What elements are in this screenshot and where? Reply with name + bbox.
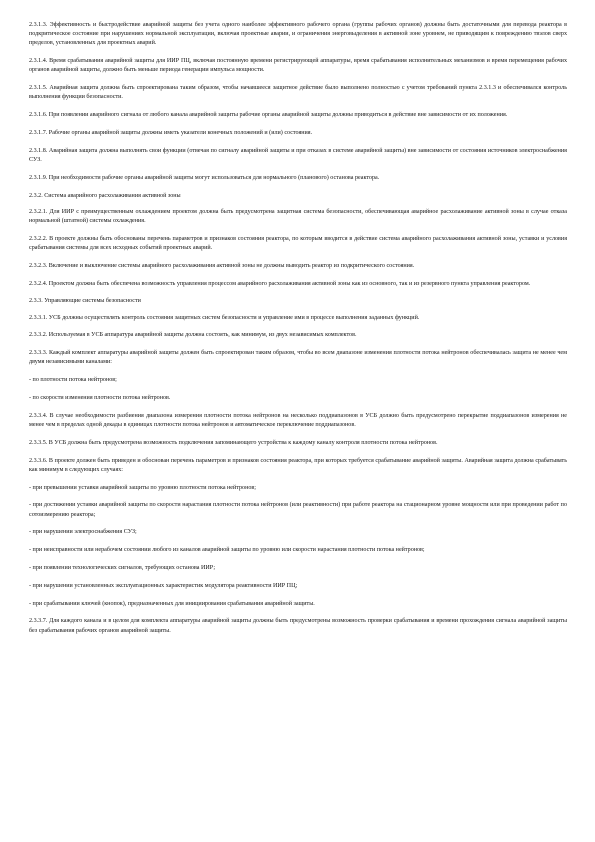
list-item-manual-keys: - при срабатывании ключей (кнопок), предназначенных для инициирования срабатывания аварийной защиты. — [29, 600, 315, 607]
paragraph-2-3-2-4: 2.3.2.4. Проектом должна быть обеспечена возможность управления процессом аварийного расхолаживания активной зоны как из основного, так и из резервного пункта управления реактором. — [29, 280, 531, 287]
paragraph-2-3-2-3: 2.3.2.3. Включение и выключение системы аварийного расхолаживания активной зоны не должны выводить реактор из подкритического состояния. — [29, 262, 415, 269]
list-item-power-supply: - при нарушении электроснабжения СУЗ; — [29, 529, 137, 536]
paragraph-2-3-3-5: 2.3.3.5. В УСБ должна быть предусмотрена возможность подключения запоминающего устройства к каждому каналу контроля плотности потока нейтронов. — [29, 439, 438, 446]
list-item-level-setpoint: - при превышении уставки аварийной защиты по уровню плотности потока нейтронов; — [29, 484, 256, 491]
list-item-channel-fault: - при неисправности или нерабочем состоянии любого из каналов аварийной защиты по уровню или скорости нарастания плотности потока нейтронов; — [29, 547, 425, 554]
paragraph-2-3-3-3: 2.3.3.3. Каждый комплект аппаратуры аварийной защиты должен быть спроектирован таким образом, чтобы во всем диапазоне изменения плотности потока нейтронов обеспечивалась защита не менее чем двумя независимыми каналами: — [29, 350, 567, 366]
paragraph-2-3-3-2: 2.3.3.2. Используемая в УСБ аппаратура аварийной защиты должна состоять, как минимум, из двух независимых комплектов. — [29, 332, 357, 339]
paragraph-2-3-1-4: 2.3.1.4. Время срабатывания аварийной защиты для ИИР ПЦ, включая постоянную времени регистрирующей аппаратуры, время срабатывания исполнительных механизмов и время перемещения рабочих органов аварийной защиты, должно быть меньше периода генерации импульса мощности. — [29, 58, 567, 74]
paragraph-2-3-1-7: 2.3.1.7. Рабочие органы аварийной защиты должны иметь указатели конечных положений и (или) состояния. — [29, 130, 313, 136]
list-item-flux-rate: - по скорости изменения плотности потока нейтронов. — [29, 394, 171, 401]
list-item-flux-density: - по плотности потока нейтронов; — [29, 377, 117, 384]
paragraph-2-3-2-2: 2.3.2.2. В проекте должны быть обоснованы перечень параметров и признаков состояния реактора, по которым вводится в действие система аварийного расхолаживания активной зоны, уставки и условия срабатывания системы для всех исходных событий проектных аварий. — [29, 235, 567, 251]
paragraph-2-3-3-1: 2.3.3.1. УСБ должны осуществлять контроль состояния защитных систем безопасности и управление ими в процессе выполнения заданных функций. — [29, 314, 420, 321]
paragraph-2-3-1-6: 2.3.1.6. При появлении аварийного сигнала от любого канала аварийной защиты рабочие органы аварийной защиты должны приводиться в действие вне зависимости от их положения. — [29, 112, 508, 119]
list-item-process-signals: - при появлении технологических сигналов, требующих останова ИИР; — [29, 564, 216, 571]
paragraph-2-3-3-7: 2.3.3.7. Для каждого канала и в целом для комплекта аппаратуры аварийной защиты должны быть предусмотрены возможность проверки срабатывания и времени прохождения сигнала аварийной защиты без срабатывания рабочих органов аварийной защиты. — [29, 618, 567, 634]
paragraph-2-3-3-6: 2.3.3.6. В проекте должен быть приведен и обоснован перечень параметров и признаков состояния реактора, при которых требуется срабатывание аварийной защиты. Аварийная защита должна срабатывать как минимум в следующих случаях: — [29, 457, 567, 473]
list-item-modulator: - при нарушении установленных эксплуатационных характеристик модулятора реактивности ИИР ПЦ; — [29, 582, 298, 589]
paragraph-2-3-1-3: 2.3.1.3. Эффективность и быстродействие аварийной защиты без учета одного наиболее эффективного рабочего органа (группы рабочих органов) должны быть достаточными для перевода реактора в подкритическое состояние при нарушениях нормальной эксплуатации, включая проектные аварии, и ограничения энерговыделения в активной зоне уровнем, не приводящим к повреждению твэлов сверх пределов, установленных для проектных аварий. — [29, 22, 567, 47]
section-heading-2-3-3: 2.3.3. Управляющие системы безопасности — [29, 298, 141, 305]
paragraph-2-3-2-1: 2.3.2.1. Для ИИР с преимущественным охлаждением проектом должна быть предусмотрена защитная система безопасности, обеспечивающая аварийное расхолаживание активной зоны в случае отказа нормальной (штатной) системы охлаждения. — [29, 208, 567, 224]
paragraph-2-3-1-5: 2.3.1.5. Аварийная защита должна быть спроектирована таким образом, чтобы начавшееся защитное действие было выполнено полностью с учетом требований пункта 2.3.1.3 и обеспечивался контроль выполнения функции безопасности. — [29, 85, 567, 101]
paragraph-2-3-3-4: 2.3.3.4. В случае необходимости разбиения диапазона измерения плотности потока нейтронов на несколько поддиапазонов в УСБ должно быть предусмотрено перекрытие поддиапазонов измерения не менее чем в пределах одной декады в единицах плотности потока нейтронов и автоматическое переключение поддиапазонов. — [29, 412, 567, 428]
paragraph-2-3-1-9: 2.3.1.9. При необходимости рабочие органы аварийной защиты могут использоваться для нормального (планового) останова реактора. — [29, 174, 380, 181]
paragraph-2-3-1-8: 2.3.1.8. Аварийная защита должна выполнять свои функции (отвечая по сигналу аварийной защиты и при отказах в системе аварийной защиты) вне зависимости от состояния источников электроснабжения СУЗ. — [29, 147, 567, 163]
section-heading-2-3-2: 2.3.2. Система аварийного расхолаживания активной зоны — [29, 192, 181, 199]
list-item-rate-setpoint: - при достижении уставки аварийной защиты по скорости нарастания плотности потока нейтронов (или реактивности) при работе реактора на стационарном уровне мощности или при проведении работ по сотоизмерению реактора; — [29, 502, 567, 518]
